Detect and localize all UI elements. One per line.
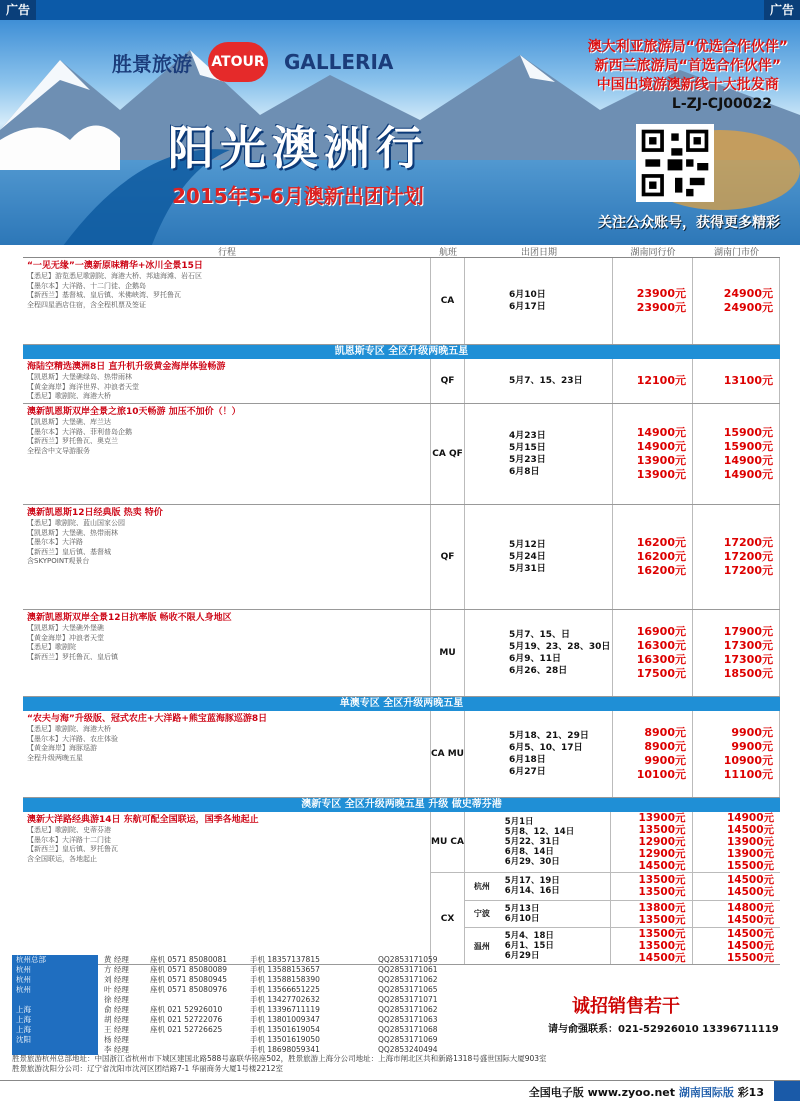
retail-price-value: 15500元 (726, 952, 774, 964)
retail-price-value: 17200元 (723, 536, 773, 549)
peer-price-value: 13900元 (636, 468, 686, 481)
contact-phone: 座机 021 52722076 (150, 1015, 223, 1024)
contact-mobile: 手机 13588158390 (250, 975, 320, 984)
itinerary-line: 【新西兰】基督城、皇后镇、米佛峡湾、罗托鲁瓦 (27, 291, 181, 299)
itinerary-line: 含SKYPOINT观景台 (27, 557, 90, 565)
retail-price-value: 14900元 (723, 454, 773, 467)
airline-cell: QF (431, 359, 465, 403)
retail-price-value: 17200元 (723, 550, 773, 563)
contact-name: 刘 经理 (104, 975, 129, 984)
contact-branch: 沈阳 (12, 1035, 98, 1045)
split-group (431, 812, 780, 964)
departure-dates-value: 6月9、11日 (509, 654, 562, 664)
peer-price-value: 13500元 (638, 874, 686, 887)
follow-text: 关注公众账号，获得更多精彩 (598, 215, 780, 231)
itinerary-line: 【墨尔本】大洋路 (27, 538, 83, 546)
departure-dates-value: 5月17、19日 (504, 876, 560, 887)
contact-qq: QQ2853240494 (378, 1045, 438, 1054)
contact-name: 叶 经理 (104, 985, 129, 994)
contact-phone (150, 1035, 250, 1045)
peer-price-value: 16900元 (636, 625, 686, 638)
sub-row (465, 873, 780, 901)
itinerary-title: “农夫与海”升级版、冠式农庄+大洋路+熊宝蓝海豚巡游8日 (27, 714, 268, 724)
retail-price-value: 15900元 (723, 426, 773, 439)
contact-mobile: 手机 13501619054 (250, 1025, 320, 1034)
contact-name: 黄 经理 (104, 955, 129, 964)
retail-price (693, 258, 780, 344)
departure-dates-value: 5月24日 (509, 552, 546, 562)
contact-list (12, 955, 552, 1055)
itinerary-cell (23, 505, 431, 609)
itinerary-line: 【墨尔本】大洋路、农庄体验 (27, 734, 118, 743)
peer-price-value: 23900元 (636, 301, 686, 314)
footer-text (529, 1084, 764, 1100)
footer-edition: 湖南国际版 (678, 1086, 734, 1099)
retail-price-value: 15500元 (726, 860, 774, 872)
peer-price (611, 901, 693, 928)
contact-row (12, 1005, 552, 1015)
peer-price-value: 9900元 (644, 754, 686, 767)
peer-price-value: 12900元 (638, 848, 686, 860)
subrow-group (465, 873, 780, 964)
retail-price-value: 10900元 (723, 754, 773, 767)
contact-name: 李 经理 (104, 1045, 129, 1054)
itinerary-line: 【墨尔本】大洋路、十二门徒、企鹅岛 (27, 281, 146, 290)
contact-branch: 杭州 (12, 975, 98, 985)
qr-code-icon (636, 124, 714, 202)
hero-banner (0, 20, 800, 245)
contact-branch: 杭州 (12, 965, 98, 975)
contact-name: 王 经理 (104, 1025, 129, 1034)
retail-price (693, 812, 780, 872)
banner-subtitle: 2015年5-6月澳新出团计划 (172, 184, 424, 208)
departure-dates (499, 901, 611, 928)
airline-cell: MU (431, 610, 465, 696)
itinerary-title: 海陆空精选澳洲8日 直升机升级黄金海岸体验畅游 (27, 362, 226, 372)
contact-name: 方 经理 (104, 965, 129, 974)
contact-phone: 座机 0571 85080089 (150, 965, 228, 974)
table-row (23, 404, 780, 505)
itinerary-line: 【悉尼】歌剧院 (27, 643, 76, 651)
departure-dates-value: 5月7、15、日 (509, 630, 571, 640)
retail-price-value: 14800元 (726, 901, 774, 914)
departure-dates-value: 5月1日 (504, 817, 534, 827)
contact-qq: QQ2853171059 (378, 955, 438, 964)
airline-cell: CX (431, 873, 465, 964)
departure-dates-value: 6月18日 (509, 755, 546, 765)
departure-dates-value: 6月10日 (504, 913, 540, 924)
address-line: 胜景旅游沈阳分公司：辽宁省沈阳市沈河区团结路7-1 华丽商务大厦1号楼2212室 (12, 1064, 283, 1073)
contact-mobile: 手机 13801009347 (250, 1015, 320, 1024)
logo-galleria: GALLERIA (284, 50, 394, 74)
itinerary-title: 澳新大洋路经典游14日 东航可配全国联运，国季各地起止 (27, 815, 259, 825)
promo-line: 新西兰旅游局“首选合作伙伴” (594, 58, 781, 74)
partner-logos (112, 42, 393, 82)
peer-price (613, 711, 693, 797)
departure-dates (465, 505, 613, 609)
contact-phone: 座机 021 52926010 (150, 1005, 223, 1014)
header-airline: 航班 (438, 248, 457, 258)
recruit-heading: 诚招销售若干 (572, 996, 680, 1017)
header-retail-price: 湖南门市价 (713, 248, 759, 258)
retail-price-value: 14500元 (726, 824, 774, 836)
contact-branch: 上海 (12, 1025, 98, 1035)
itinerary-line: 【悉尼】歌剧院、海港大桥 (27, 392, 111, 400)
contact-row (12, 985, 552, 995)
banner-title: 阳光澳洲行 (168, 121, 428, 175)
peer-price (613, 610, 693, 696)
departure-dates-value: 5月13日 (504, 903, 540, 914)
departure-dates-value: 6月8、14日 (504, 847, 554, 857)
address-line: 胜景旅游杭州总部地址：中国浙江省杭州市下城区建国北路588号嘉联华铭座502，胜景旅游上海分公司地址：上海市闸北区共和新路1318号盛世国际大厦903室 (12, 1054, 547, 1063)
license-number: L-ZJ-CJ00022 (671, 96, 772, 112)
zone-banner: 澳新专区 全区升级两晚五星 升级 做史蒂芬港 (23, 798, 780, 812)
airline-group (431, 812, 780, 873)
itinerary-line: 含全国联运，各地起止 (27, 854, 97, 863)
footer-page: 彩13 (737, 1086, 764, 1099)
peer-price (611, 812, 693, 872)
retail-price-value: 13900元 (726, 836, 774, 848)
itinerary-line: 【新西兰】罗托鲁瓦、奥克兰 (27, 437, 118, 445)
contact-mobile: 手机 13566651225 (250, 985, 320, 994)
retail-price (693, 711, 780, 797)
departure-dates-value: 5月23日 (509, 455, 546, 465)
contact-qq: QQ2853171071 (378, 995, 438, 1004)
airline-cell: CA MU (431, 711, 465, 797)
itinerary-cell (23, 258, 431, 344)
retail-price-value: 24900元 (723, 301, 773, 314)
departure-city (465, 812, 499, 872)
itinerary-cell (23, 812, 431, 964)
retail-price-value: 17300元 (723, 639, 773, 652)
contact-mobile: 手机 18357137815 (250, 955, 320, 964)
itinerary-line: 【墨尔本】大洋路十二门徒 (27, 835, 111, 844)
departure-dates (465, 258, 613, 344)
itinerary-line: 【新西兰】罗托鲁瓦、皇后镇 (27, 652, 118, 661)
departure-dates-value: 5月8、12、14日 (504, 827, 575, 837)
itinerary-line: 【凯恩斯】大堡礁绿岛、热带雨林 (27, 373, 132, 381)
contact-row (12, 1025, 552, 1035)
retail-price-value: 9900元 (731, 740, 773, 753)
retail-price-value: 11100元 (723, 768, 773, 781)
itinerary-line: 【悉尼】歌剧院、蓝山国家公园 (27, 519, 125, 527)
peer-price-value: 13500元 (638, 940, 686, 952)
itinerary-cell (23, 359, 431, 403)
header-peer-price: 湖南同行价 (630, 248, 676, 258)
table-row (23, 812, 780, 965)
retail-price-value: 13900元 (726, 848, 774, 860)
contact-qq: QQ2853171061 (378, 965, 438, 974)
departure-dates-value: 5月4、18日 (504, 931, 554, 941)
contact-name: 徐 经理 (104, 995, 129, 1004)
airline-cell: CA QF (431, 404, 465, 504)
peer-price-value: 13500元 (638, 913, 686, 926)
table-row (23, 610, 780, 697)
itinerary-line: 【黄金海岸】海洋世界、冲浪者天堂 (27, 382, 139, 391)
itinerary-line: 【黄金海岸】冲浪者天堂 (27, 633, 104, 642)
contact-row (12, 965, 552, 975)
retail-price (693, 505, 780, 609)
itinerary-title: 澳新凯恩斯12日经典版 热卖 特价 (27, 508, 163, 518)
itinerary-line: 全程四星酒店住宿，含全程机票及签证 (27, 300, 146, 309)
peer-price-value: 10100元 (636, 768, 686, 781)
retail-price-value: 17300元 (723, 653, 773, 666)
retail-price-value: 9900元 (731, 726, 773, 739)
retail-price-value: 14500元 (726, 940, 774, 952)
contact-phone (150, 995, 250, 1005)
retail-price (693, 610, 780, 696)
zone-banner: 凯恩斯专区 全区升级两晚五星 (23, 345, 780, 359)
departure-dates-value: 6月10日 (509, 290, 546, 300)
departure-dates-value: 5月22、31日 (504, 837, 560, 847)
itinerary-line: 【悉尼】歌剧院、史蒂芬港 (27, 826, 111, 834)
itinerary-line: 全程升级两晚五星 (27, 753, 83, 762)
departure-dates-value: 6月17日 (509, 302, 546, 312)
departure-dates-value: 5月31日 (509, 564, 546, 574)
peer-price-value: 13900元 (638, 812, 686, 824)
footer-site: 全国电子版 www.zyoo.net (528, 1086, 675, 1099)
departure-dates-value: 5月19、23、28、30日 (509, 642, 611, 652)
peer-price-value: 13900元 (636, 454, 686, 467)
itinerary-line: 【凯恩斯】大堡礁、库兰达 (27, 418, 111, 426)
departure-dates (499, 873, 611, 900)
contact-branch: 上海 (12, 1015, 98, 1025)
peer-price-value: 8900元 (644, 740, 686, 753)
retail-price (693, 404, 780, 504)
departure-dates-value: 6月1、15日 (504, 941, 554, 951)
retail-price-value: 13100元 (723, 374, 773, 387)
peer-price-value: 16200元 (636, 536, 686, 549)
logo-shengjing: 胜景旅游 (112, 51, 192, 76)
tour-schedule-table (23, 245, 780, 965)
departure-dates-value: 5月15日 (509, 443, 546, 453)
departure-dates-value: 4月23日 (509, 431, 546, 441)
peer-price-value: 23900元 (636, 287, 686, 300)
itinerary-line: 【新西兰】皇后镇、基督城 (27, 547, 111, 556)
contact-row (12, 955, 552, 965)
departure-dates-value: 6月8日 (509, 467, 540, 477)
departure-dates (465, 711, 613, 797)
contact-row (12, 995, 552, 1005)
contact-name: 杨 经理 (104, 1035, 129, 1044)
sub-row (465, 812, 780, 872)
retail-price-value: 17900元 (723, 625, 773, 638)
contact-name: 俞 经理 (104, 1005, 129, 1014)
peer-price-value: 16300元 (636, 653, 686, 666)
peer-price (613, 404, 693, 504)
zone-banner: 单澳专区 全区升级两晚五星 (23, 697, 780, 711)
departure-dates (465, 610, 613, 696)
departure-city: 杭州 (473, 881, 490, 891)
retail-price-value: 14500元 (726, 886, 774, 899)
retail-price (693, 873, 780, 900)
peer-price-value: 16200元 (636, 550, 686, 563)
table-row (23, 359, 780, 404)
contact-row (12, 975, 552, 985)
contact-branch: 上海 (12, 1005, 98, 1015)
departure-dates-value: 6月14、16日 (504, 886, 560, 897)
departure-city: 温州 (473, 941, 490, 951)
peer-price-value: 12100元 (636, 374, 686, 387)
retail-price-value: 14500元 (726, 874, 774, 887)
departure-dates-value: 6月29日 (504, 951, 540, 961)
sub-row (465, 901, 780, 929)
retail-price-value: 14500元 (726, 928, 774, 940)
departure-dates-value: 6月5、10、17日 (509, 743, 583, 753)
peer-price (613, 505, 693, 609)
subrow-group (465, 812, 780, 872)
contact-name: 胡 经理 (104, 1015, 129, 1024)
page-footer (0, 1080, 800, 1101)
table-row (23, 258, 780, 345)
airline-cell: CA (431, 258, 465, 344)
itinerary-cell (23, 610, 431, 696)
itinerary-title: 澳新凯恩斯双岸全景12日抗率版 畅收不限人身地区 (27, 613, 232, 623)
airline-cell: MU CA (431, 812, 465, 872)
contact-mobile: 手机 13588153657 (250, 965, 320, 974)
peer-price-value: 13500元 (638, 886, 686, 899)
itinerary-line: 【新西兰】皇后镇、罗托鲁瓦 (27, 845, 118, 853)
itinerary-line: 【悉尼】歌剧院、海港大桥 (27, 725, 111, 733)
peer-price-value: 17500元 (636, 667, 686, 680)
ad-tag-left: 广告 (0, 0, 36, 20)
contact-branch: 杭州 (12, 985, 98, 995)
peer-price-value: 14500元 (638, 860, 686, 872)
retail-price (693, 901, 780, 928)
table-row (23, 505, 780, 610)
retail-price-value: 14900元 (723, 468, 773, 481)
peer-price-value: 16300元 (636, 639, 686, 652)
contact-branch: 杭州总部 (12, 955, 98, 965)
retail-price-value: 15900元 (723, 440, 773, 453)
footer-side-bar (774, 1081, 800, 1101)
contact-qq: QQ2853171069 (378, 1035, 438, 1044)
contact-row (12, 1015, 552, 1025)
peer-price (613, 258, 693, 344)
peer-price (613, 359, 693, 403)
peer-price-value: 14900元 (636, 440, 686, 453)
contact-mobile: 手机 13396711119 (250, 1005, 320, 1014)
header-itinerary: 行程 (217, 248, 236, 258)
itinerary-line: 【凯恩斯】大堡礁、热带雨林 (27, 528, 118, 537)
logo-atour: ATOUR (208, 42, 268, 82)
departure-dates-value: 6月29、30日 (504, 857, 560, 867)
itinerary-line: 【凯恩斯】大堡礁外堡礁 (27, 624, 104, 632)
itinerary-line: 【悉尼】游览悉尼歌剧院、海港大桥、邦迪海滩、岩石区 (27, 272, 202, 280)
peer-price-value: 14900元 (636, 426, 686, 439)
header-dates: 出团日期 (520, 248, 557, 258)
contact-row (12, 1035, 552, 1045)
peer-price-value: 16200元 (636, 564, 686, 577)
contact-phone: 座机 0571 85080945 (150, 975, 228, 984)
departure-dates (465, 359, 613, 403)
recruit-contact: 请与俞强联系：021-52926010 13396711119 (548, 1024, 779, 1035)
departure-dates-value: 6月27日 (509, 767, 546, 777)
peer-price-value: 13500元 (638, 928, 686, 940)
retail-price-value: 18500元 (723, 667, 773, 680)
retail-price-value: 14900元 (726, 812, 774, 824)
contact-mobile: 手机 13501619050 (250, 1035, 320, 1044)
departure-dates (465, 404, 613, 504)
peer-price (611, 873, 693, 900)
company-address (12, 1054, 788, 1074)
peer-price (611, 928, 693, 964)
peer-price-value: 8900元 (644, 726, 686, 739)
contact-qq: QQ2853171063 (378, 1015, 438, 1024)
itinerary-cell (23, 711, 431, 797)
itinerary-cell (23, 404, 431, 504)
promo-line: 中国出境游澳新线十大批发商 (596, 77, 779, 93)
top-ad-bar (0, 0, 800, 20)
contact-phone: 座机 021 52726625 (150, 1025, 223, 1034)
retail-price-value: 14500元 (726, 913, 774, 926)
table-row (23, 711, 780, 798)
contact-phone: 座机 0571 85080976 (150, 985, 228, 994)
contact-mobile: 手机 18698059341 (250, 1045, 320, 1054)
itinerary-line: 【黄金海岸】海豚巡游 (27, 744, 97, 752)
departure-dates (499, 812, 611, 872)
retail-price-value: 24900元 (723, 287, 773, 300)
departure-dates-value: 5月12日 (509, 540, 546, 550)
airline-group (431, 873, 780, 964)
table-header (23, 245, 780, 258)
peer-price-value: 12900元 (638, 836, 686, 848)
contact-qq: QQ2853171062 (378, 1005, 438, 1014)
retail-price (693, 359, 780, 403)
retail-price-value: 17200元 (723, 564, 773, 577)
departure-dates-value: 5月18、21、29日 (509, 731, 589, 741)
contact-qq: QQ2853171065 (378, 985, 438, 994)
itinerary-title: 澳新凯恩斯双岸全景之旅10天畅游 加压不加价（！） (27, 407, 241, 417)
contact-qq: QQ2853171062 (378, 975, 438, 984)
departure-dates-value: 6月26、28日 (509, 666, 568, 676)
contact-branch (12, 995, 98, 1005)
ad-tag-right: 广告 (764, 0, 800, 20)
departure-city: 宁波 (473, 909, 490, 919)
promo-line: 澳大利亚旅游局“优选合作伙伴” (587, 39, 788, 55)
retail-price (693, 928, 780, 964)
itinerary-line: 【墨尔本】大洋路、菲利普岛企鹅 (27, 427, 132, 436)
departure-dates-value: 5月7、15、23日 (509, 376, 583, 386)
peer-price-value: 14500元 (638, 952, 686, 964)
contact-phone: 座机 0571 85080081 (150, 955, 228, 964)
contact-mobile: 手机 13427702632 (250, 995, 320, 1004)
peer-price-value: 13800元 (638, 901, 686, 914)
itinerary-line: 全程含中文导游服务 (27, 446, 90, 455)
contact-qq: QQ2853171068 (378, 1025, 438, 1034)
peer-price-value: 13500元 (638, 824, 686, 836)
airline-cell: QF (431, 505, 465, 609)
promo-text (588, 38, 788, 95)
itinerary-title: “一见无缘”一澳新原味精华+冰川全景15日 (27, 261, 203, 271)
